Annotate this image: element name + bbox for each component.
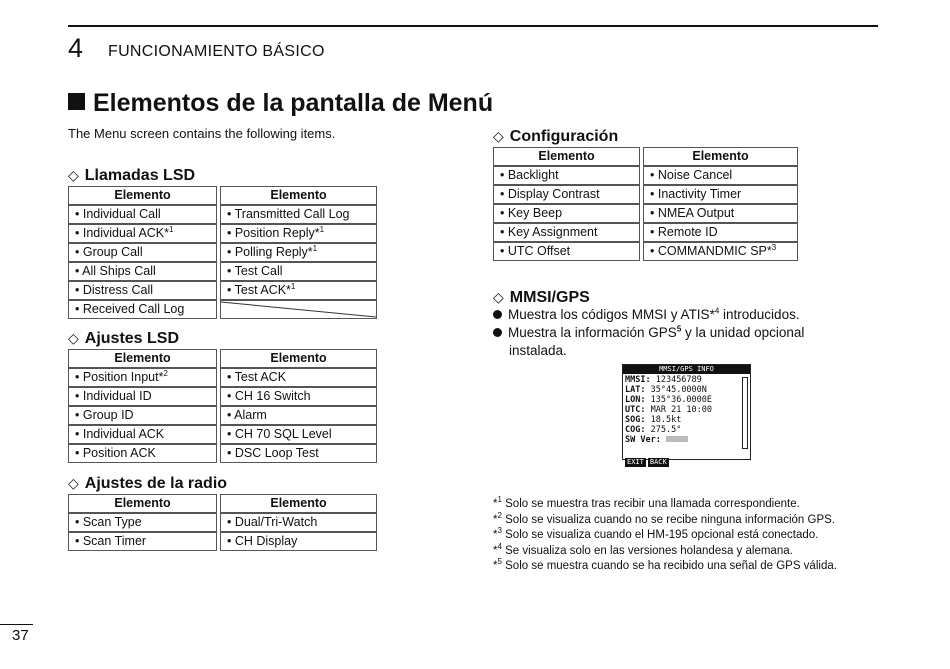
cell: • Inactivity Timer: [643, 185, 798, 204]
footnote: *$^5$ Solo se muestra cuando se ha recibido una señal de GPS válida.: [493, 557, 837, 573]
exit-softkey[interactable]: EXIT: [627, 458, 644, 466]
diagonal-strike: [221, 301, 376, 318]
table-row: [68, 368, 377, 387]
bullet-gps: Muestra la información GPS$^5$ y la unidad opcional: [493, 324, 804, 342]
diamond-icon: ◇: [493, 289, 504, 305]
blurred-value: [666, 436, 688, 442]
table-row: [493, 185, 798, 204]
cell: • NMEA Output: [643, 204, 798, 223]
table-row: [68, 281, 377, 300]
chapter-title: FUNCIONAMIENTO BÁSICO: [108, 43, 325, 60]
lcd-title: MMSI/GPS INFO: [623, 365, 750, 374]
col-header: Elemento: [68, 349, 217, 368]
table-row: [68, 224, 377, 243]
chapter-number: 4: [68, 33, 84, 63]
diamond-icon: ◇: [493, 128, 504, 144]
table-llamadas: [68, 186, 377, 319]
footnotes: [493, 497, 837, 575]
section-heading-text: Ajustes de la radio: [84, 475, 228, 492]
col-header: Elemento: [68, 494, 217, 513]
table-config: [493, 147, 798, 261]
cell: • Noise Cancel: [643, 166, 798, 185]
cell: • Remote ID: [643, 223, 798, 242]
diamond-icon: ◇: [68, 330, 79, 346]
cell: • Backlight: [493, 166, 640, 185]
table-row: [68, 532, 377, 551]
cell: • CH Display: [220, 532, 377, 551]
lcd-utc: UTC: MAR 21 10:00: [625, 405, 713, 415]
col-header: Elemento: [220, 349, 377, 368]
footnote: *$^4$ Se visualiza solo en las versiones holandesa y alemana.: [493, 541, 793, 557]
diamond-icon: ◇: [68, 167, 79, 183]
diamond-icon: ◇: [68, 475, 79, 491]
cell: • Scan Timer: [68, 532, 217, 551]
cell: • Distress Call: [68, 281, 217, 300]
cell: • Individual ACK*$^1$: [68, 224, 217, 243]
empty-cell: [220, 300, 377, 319]
cell: • Individual Call: [68, 205, 217, 224]
cell: • Position Reply*$^1$: [220, 224, 377, 243]
section-heading-radio: [68, 473, 227, 494]
cell: • UTC Offset: [493, 242, 640, 261]
footnote: *$^2$ Solo se visualiza cuando no se recibe ninguna información GPS.: [493, 510, 836, 526]
col-header: Elemento: [68, 186, 217, 205]
section-heading-text: Ajustes LSD: [84, 330, 180, 347]
table-row: [68, 387, 377, 406]
intro-text: The Menu screen contains the following items.: [68, 126, 336, 141]
bullet-dot-icon: [493, 328, 502, 337]
cell: • DSC Loop Test: [220, 444, 377, 463]
lcd-sw-version: SW Ver:: [625, 435, 688, 445]
footnote: *$^3$ Solo se visualiza cuando el HM-195 opcional está conectado.: [493, 526, 819, 542]
cell: • Position ACK: [68, 444, 217, 463]
lcd-screen: [622, 364, 751, 466]
footnote: *$^1$ Solo se muestra tras recibir una llamada correspondiente.: [493, 495, 800, 510]
cell: • Position Input*$^2$: [68, 368, 217, 387]
cell: • Group Call: [68, 243, 217, 262]
cell: • Individual ID: [68, 387, 217, 406]
col-header: Elemento: [220, 186, 377, 205]
lcd-mmsi: MMSI: 123456789: [625, 375, 702, 385]
bullet-gps-continued: instalada.: [509, 343, 567, 358]
table-row: [493, 242, 798, 261]
table-row: [493, 204, 798, 223]
cell: • Individual ACK: [68, 425, 217, 444]
col-header: Elemento: [643, 147, 798, 166]
back-softkey[interactable]: BACK: [649, 458, 667, 466]
bullet-mmsi: Muestra los códigos MMSI y ATIS*$^4$ introducidos.: [493, 306, 800, 324]
lcd-softkeys: [625, 449, 671, 466]
table-row: [68, 444, 377, 463]
page-number: 37: [12, 627, 29, 644]
table-row: [68, 406, 377, 425]
page-number-rule: [0, 624, 33, 625]
table-row: [68, 205, 377, 224]
cell: • Group ID: [68, 406, 217, 425]
square-icon: [68, 93, 85, 110]
lcd-cog: COG: 275.5°: [625, 425, 682, 435]
lcd-scrollbar: [742, 377, 748, 449]
cell: • Polling Reply*$^1$: [220, 243, 377, 262]
table-row: [68, 300, 377, 319]
cell: • Test Call: [220, 262, 377, 281]
cell: • Test ACK: [220, 368, 377, 387]
section-heading-config: [493, 126, 618, 147]
bullet-dot-icon: [493, 310, 502, 319]
cell: • Display Contrast: [493, 185, 640, 204]
section-heading-mmsi: [493, 287, 590, 308]
section-heading-ajustes: [68, 328, 179, 349]
lcd-sog: SOG: 18.5kt: [625, 415, 682, 425]
table-row: [68, 243, 377, 262]
col-header: Elemento: [493, 147, 640, 166]
cell: • All Ships Call: [68, 262, 217, 281]
table-row: [68, 513, 377, 532]
section-heading-llamadas: [68, 165, 195, 186]
section-heading-text: MMSI/GPS: [509, 289, 590, 306]
table-row: [68, 262, 377, 281]
lcd-lon: LON: 135°36.0000E: [625, 395, 713, 405]
cell: • Dual/Tri-Watch: [220, 513, 377, 532]
table-row: [68, 425, 377, 444]
table-ajustes: [68, 349, 377, 463]
cell: • Scan Type: [68, 513, 217, 532]
table-row: [493, 223, 798, 242]
page-title-text: Elementos de la pantalla de Menú: [93, 89, 494, 117]
page-title: [68, 88, 493, 118]
lcd-lat: LAT: 35°45.0000N: [625, 385, 707, 395]
section-heading-text: Configuración: [509, 128, 619, 145]
cell: • Test ACK*$^1$: [220, 281, 377, 300]
cell: • COMMANDMIC SP*$^3$: [643, 242, 798, 261]
cell: • CH 70 SQL Level: [220, 425, 377, 444]
cell: • Transmitted Call Log: [220, 205, 377, 224]
col-header: Elemento: [220, 494, 377, 513]
cell: • Key Assignment: [493, 223, 640, 242]
section-heading-text: Llamadas LSD: [84, 167, 196, 184]
cell: • Alarm: [220, 406, 377, 425]
cell: • CH 16 Switch: [220, 387, 377, 406]
table-radio: [68, 494, 377, 551]
cell: • Received Call Log: [68, 300, 217, 319]
table-row: [493, 166, 798, 185]
cell: • Key Beep: [493, 204, 640, 223]
header-rule: [68, 25, 878, 27]
